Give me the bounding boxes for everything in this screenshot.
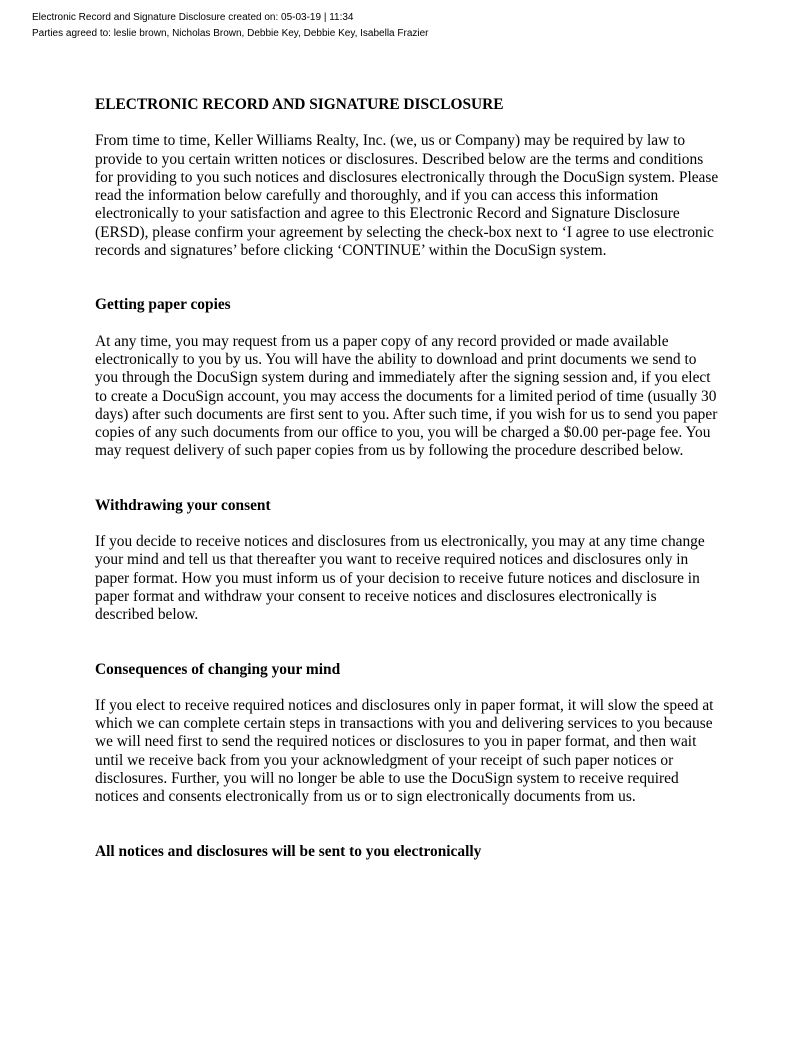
section-heading-paper-copies: Getting paper copies: [95, 296, 231, 314]
section-heading-electronic-delivery: All notices and disclosures will be sent to you electronically: [95, 842, 482, 860]
document-body: [95, 96, 719, 861]
parties-agreed-line: Parties agreed to: leslie brown, Nicholas Brown, Debbie Key, Debbie Key, Isabella Frazier: [32, 28, 429, 39]
intro-paragraph: From time to time, Keller Williams Realty, Inc. (we, us or Company) may be required by law to provide to you certain written notices or disclosures. Described below are the terms and conditions for providing to you such notices and disclosures electronically through the DocuSign system. Please read the information below carefully and thoroughly, and if you can access this information electronically to your satisfaction and agree to this Electronic Record and Signature Disclosure (ERSD), please confirm your agreement by selecting the check-box next to ‘I agree to use electronic records and signatures’ before clicking ‘CONTINUE’ within the DocuSign system.: [95, 132, 719, 260]
section-body-consequences: If you elect to receive required notices and disclosures only in paper format, it will slow the speed at which we can complete certain steps in transactions with you and delivering services to you because we will need first to send the required notices or disclosures to you in paper format, and then wait until we receive back from you your acknowledgment of your receipt of such paper notices or disclosures. Further, you will no longer be able to use the DocuSign system to receive required notices and consents electronically from us or to sign electronically documents from us.: [95, 696, 714, 806]
page-header: [32, 10, 429, 42]
section-heading-consequences: Consequences of changing your mind: [95, 660, 341, 678]
document-title: ELECTRONIC RECORD AND SIGNATURE DISCLOSURE: [95, 96, 504, 113]
section-body-paper-copies: At any time, you may request from us a paper copy of any record provided or made available electronically to you by us. You will have the ability to download and print documents we send to you through the DocuSign system during and immediately after the signing session and, if you elect to create a DocuSign account, you may access the documents for a limited period of time (usually 30 days) after such documents are first sent to you. After such time, if you wish for us to send you paper copies of any such documents from our office to you, you will be charged a $0.00 per-page fee. You may request delivery of such paper copies from us by following the procedure described below.: [95, 332, 718, 460]
disclosure-created-line: Electronic Record and Signature Disclosure created on: 05-03-19 | 11:34: [32, 12, 354, 23]
section-body-withdrawing-consent: If you decide to receive notices and disclosures from us electronically, you may at any time change your mind and tell us that thereafter you want to receive required notices and disclosures only in paper format. How you must inform us of your decision to receive future notices and disclosure in paper format and withdraw your consent to receive notices and disclosures electronically is described below.: [95, 533, 705, 624]
section-heading-withdrawing-consent: Withdrawing your consent: [95, 496, 271, 514]
